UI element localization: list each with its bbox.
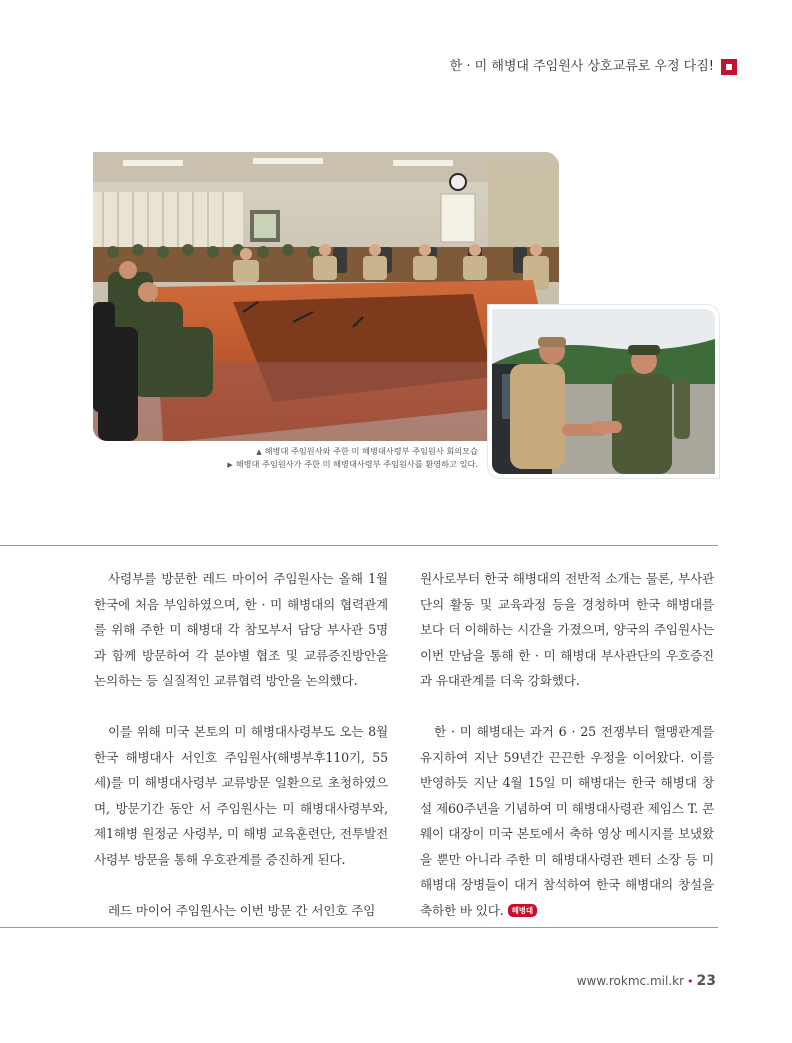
page-number: 23 (696, 973, 716, 989)
handshake-photo (488, 305, 719, 478)
paragraph (420, 719, 714, 923)
caption-text: 해병대 주임원사와 주한 미 해병대사령부 주임원사 회의모습 (264, 446, 478, 456)
caption-line (180, 458, 478, 471)
article-column-right (420, 566, 714, 923)
bullet-icon: • (687, 975, 694, 988)
paragraph: 원사로부터 한국 해병대의 전반적 소개는 물론, 부사관단의 활동 및 교육과정 등을 경청하며 한국 해병대를 보다 더 이해하는 시간을 가졌으며, 양국의 주임원사는 이번 만남을 통해 한 · 미 해병대 부사관단의 우호증진과 유대관계를 더욱 강화했다. (420, 571, 714, 688)
divider-top (0, 545, 718, 546)
caption-line (180, 445, 478, 458)
paragraph: 이를 위해 미국 본토의 미 해병대사령부도 오는 8월 한국 해병대사 서인호 주임원사(해병부후110기, 55세)를 미 해병대사령부 교류방문 일환으로 초청하였으며, 방문기간 동안 서 주임원사는 미 해병대사령부와, 제1해병 원정군 사령부, 미 해병 교육훈련단, 전투발전 사령부 방문을 통해 우호관계를 증진하게 된다. (94, 724, 388, 867)
footer-url: www.rokmc.mil.kr (576, 974, 685, 988)
page-header-title: 한 · 미 해병대 주임원사 상호교류로 우정 다짐! (449, 59, 714, 74)
triangle-right-icon: ▶ (227, 461, 233, 469)
caption-text: 해병대 주임원사가 주한 미 해병대사령부 주임원사를 환영하고 있다. (235, 459, 478, 469)
end-of-article-badge: 해병대 (508, 904, 537, 917)
square-bullet-icon (721, 59, 737, 75)
paragraph-text: 한 · 미 해병대는 과거 6 · 25 전쟁부터 혈맹관계를 유지하여 지난 59년간 끈끈한 우정을 이어왔다. 이를 반영하듯 지난 4월 15일 미 해병대는 한국 해병대 창설 제60주년을 기념하여 미 해병대사령관 제임스 T. 콘웨이 대장이 미국 본토에서 축하 영상 메시지를 보냈왔을 뿐만 아니라 주한 미 해병대사령관 펜터 소장 등 미 해병대 장병들이 대거 참석하여 한국 해병대의 창설을 축하한 바 있다. (420, 724, 714, 918)
paragraph: 사령부를 방문한 레드 마이어 주임원사는 올해 1월 한국에 처음 부임하였으며, 한 · 미 해병대의 협력관계를 위해 주한 미 해병대 각 참모부서 담당 부사관 5명과 함께 방문하여 각 분야별 협조 및 교류증진방안을 논의하는 등 실질적인 교류협력 방안을 논의했다. (94, 571, 388, 688)
photo-captions (180, 445, 478, 471)
article-column-left (94, 566, 388, 923)
triangle-up-icon: ▲ (256, 448, 262, 456)
divider-bottom (0, 927, 718, 928)
paragraph: 레드 마이어 주임원사는 이번 방문 간 서인호 주임 (108, 902, 376, 918)
page-footer (577, 973, 716, 989)
